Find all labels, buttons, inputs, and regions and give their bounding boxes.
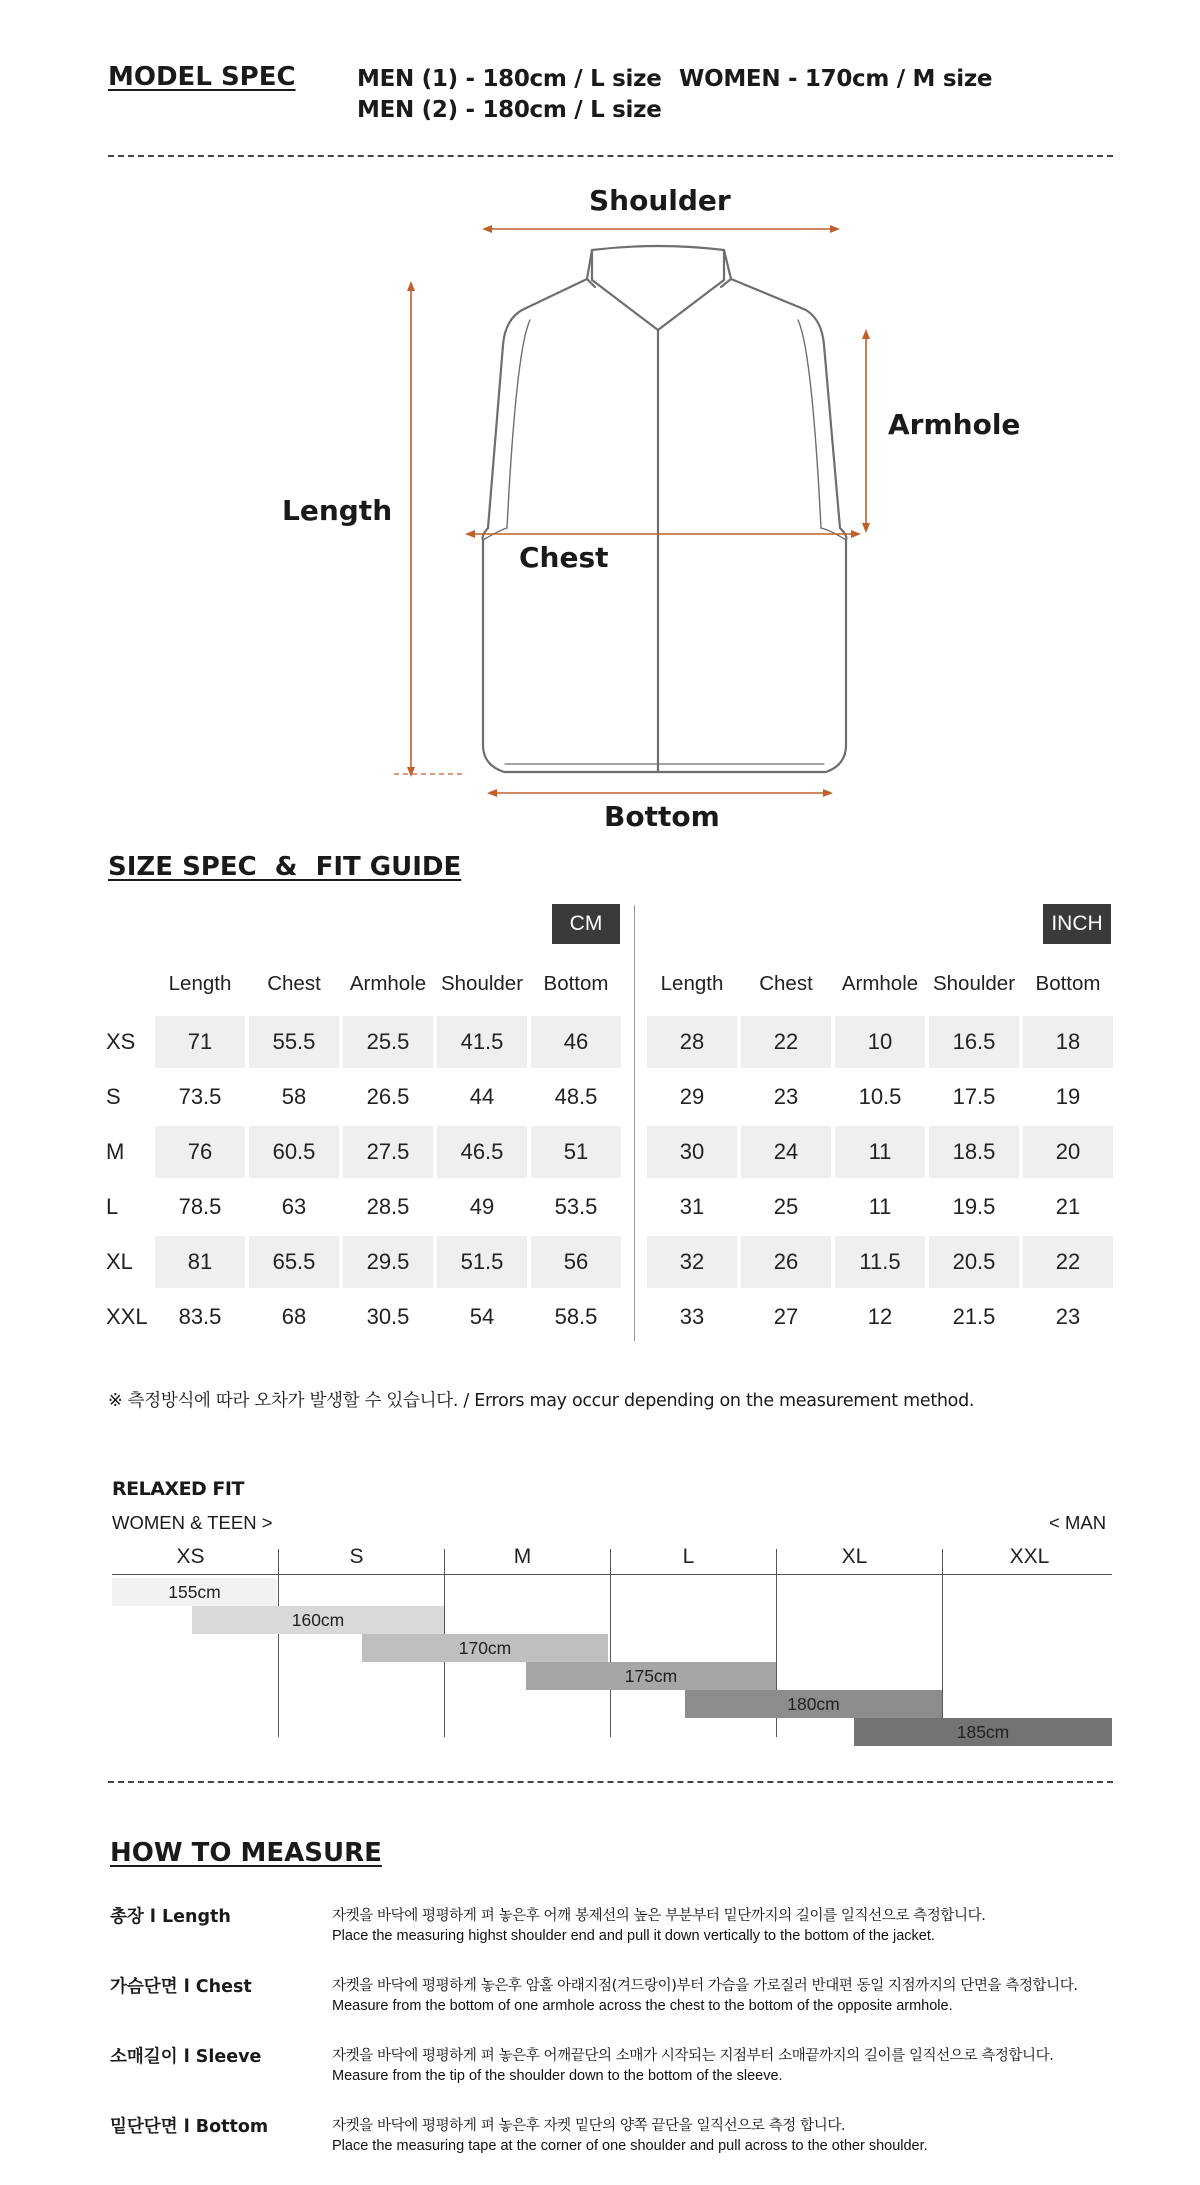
how-to-measure-title: HOW TO MEASURE [110,1838,382,1868]
cm-header-length: Length [168,972,232,995]
inch-cell: 29 [679,1084,705,1109]
cm-header-bottom: Bottom [543,972,609,995]
cm-cell: 76 [155,1126,245,1178]
cm-cell: 30.5 [366,1304,410,1329]
fit-column-line [942,1549,943,1737]
inch-header-bottom: Bottom [1035,972,1101,995]
inch-cell: 24 [741,1126,831,1178]
inch-cell: 11 [835,1126,925,1178]
cm-header-armhole: Armhole [349,972,427,995]
divider-top [108,155,1113,157]
fit-guide-baseline [112,1574,1112,1575]
inch-cell: 16.5 [929,1016,1019,1068]
cm-cell: 48.5 [554,1084,598,1109]
size-row-label: XXL [106,1304,148,1329]
model-spec-women: WOMEN - 170cm / M size [679,66,993,92]
unit-badge-cm: CM [552,904,620,944]
fit-column-line [610,1549,611,1737]
armhole-label: Armhole [888,408,1021,441]
inch-header-armhole: Armhole [841,972,919,995]
bottom-label: Bottom [604,800,720,833]
cm-cell: 56 [531,1236,621,1288]
cm-cell: 78.5 [178,1194,222,1219]
inch-cell: 18.5 [929,1126,1019,1178]
shoulder-label: Shoulder [589,184,731,217]
fit-size-label: L [682,1545,695,1568]
fit-guide-left-label: WOMEN & TEEN > [112,1512,273,1533]
fit-size-label: M [513,1545,532,1568]
fit-size-label: XS [176,1545,205,1568]
cm-header-chest: Chest [267,972,321,995]
size-row-label: S [106,1084,121,1109]
cm-cell: 58 [281,1084,307,1109]
inch-cell: 17.5 [952,1084,996,1109]
cm-cell: 44 [469,1084,495,1109]
inch-cell: 20.5 [929,1236,1019,1288]
cm-cell: 54 [469,1304,495,1329]
measure-item-name: 밑단단면 l Bottom [110,2117,269,2137]
inch-header-shoulder: Shoulder [932,972,1016,995]
measure-arrows [394,229,866,793]
inch-cell: 11 [868,1194,892,1219]
inch-header-chest: Chest [759,972,813,995]
fit-height-bar: 170cm [362,1634,608,1662]
length-label: Length [282,494,393,527]
fit-height-bar: 180cm [685,1690,942,1718]
cm-cell: 27.5 [343,1126,433,1178]
inch-cell: 22 [741,1016,831,1068]
model-spec-title: MODEL SPEC [108,62,296,92]
cm-cell: 81 [155,1236,245,1288]
measure-item-name: 총장 l Length [110,1907,231,1927]
cm-cell: 49 [469,1194,495,1219]
cm-cell: 58.5 [554,1304,598,1329]
fit-guide-right-label: < MAN [1049,1512,1107,1533]
cm-cell: 73.5 [178,1084,222,1109]
fit-size-label: XL [841,1545,868,1568]
measure-item-desc-en: Place the measuring tape at the corner of one shoulder and pull across to the other shoulder. [332,2138,928,2154]
unit-badge-inch: INCH [1043,904,1111,944]
cm-cell: 28.5 [366,1194,410,1219]
inch-cell: 11.5 [835,1236,925,1288]
measurement-note: ※ 측정방식에 따라 오차가 발생할 수 있습니다. / Errors may occur depending on the measurement method. [108,1391,975,1411]
cm-cell: 55.5 [249,1016,339,1068]
inch-cell: 18 [1023,1016,1113,1068]
cm-cell: 68 [281,1304,307,1329]
inch-cell: 33 [679,1304,705,1329]
fit-size-label: XXL [1009,1545,1050,1568]
inch-cell: 28 [647,1016,737,1068]
fit-size-label: S [349,1545,364,1568]
size-row-label: XL [106,1249,133,1274]
size-row-label: M [106,1139,125,1164]
chest-label: Chest [519,541,609,574]
cm-cell: 46 [531,1016,621,1068]
inch-cell: 19 [1055,1084,1081,1109]
model-spec-men-1: MEN (1) - 180cm / L size [357,66,662,92]
inch-cell: 20 [1023,1126,1113,1178]
inch-cell: 10 [835,1016,925,1068]
measure-item-name: 가슴단면 l Chest [110,1977,252,1997]
measure-item-desc-en: Measure from the tip of the shoulder down to the bottom of the sleeve. [332,2068,783,2084]
cm-cell: 65.5 [249,1236,339,1288]
inch-cell: 23 [1055,1304,1081,1329]
inch-cell: 30 [647,1126,737,1178]
inch-cell: 21 [1055,1194,1081,1219]
measure-item-desc-en: Measure from the bottom of one armhole across the chest to the bottom of the opposite armhole. [332,1998,953,2014]
cm-cell: 29.5 [343,1236,433,1288]
inch-cell: 26 [741,1236,831,1288]
cm-cell: 83.5 [178,1304,222,1329]
fit-height-bar: 175cm [526,1662,776,1690]
measure-item-desc-en: Place the measuring highst shoulder end and pull it down vertically to the bottom of the jacket. [332,1928,935,1944]
cm-cell: 41.5 [437,1016,527,1068]
divider-bottom [108,1781,1113,1783]
measure-item-desc-kr: 자켓을 바닥에 평평하게 펴 놓은후 자켓 밑단의 양쪽 끝단을 일직선으로 측정 합니다. [332,2118,846,2134]
cm-cell: 53.5 [554,1194,598,1219]
cm-cell: 26.5 [366,1084,410,1109]
inch-cell: 32 [647,1236,737,1288]
fit-height-bar: 155cm [112,1578,277,1606]
inch-cell: 23 [773,1084,799,1109]
inch-cell: 27 [773,1304,799,1329]
inch-cell: 31 [679,1194,705,1219]
vest-outline [483,246,847,772]
inch-cell: 22 [1023,1236,1113,1288]
inch-cell: 12 [867,1304,893,1329]
measure-item-desc-kr: 자켓을 바닥에 평평하게 펴 놓은후 어깨 봉제선의 높은 부분부터 밑단까지의 길이를 일직선으로 측정합니다. [332,1908,986,1924]
cm-cell: 71 [155,1016,245,1068]
cm-cell: 46.5 [437,1126,527,1178]
model-spec-men-2: MEN (2) - 180cm / L size [357,97,662,123]
cm-cell: 25.5 [343,1016,433,1068]
inch-cell: 19.5 [952,1194,996,1219]
cm-cell: 60.5 [249,1126,339,1178]
inch-cell: 25 [773,1194,799,1219]
inch-cell: 10.5 [858,1084,902,1109]
size-row-label: XS [106,1029,136,1054]
fit-column-line [278,1549,279,1737]
cm-cell: 63 [281,1194,307,1219]
inch-header-length: Length [660,972,724,995]
table-divider [634,905,635,1341]
measure-item-desc-kr: 자켓을 바닥에 평평하게 놓은후 암홀 아래지점(겨드랑이)부터 가슴을 가로질러 반대편 동일 지점까지의 단면을 측정합니다. [332,1978,1078,1994]
cm-header-shoulder: Shoulder [440,972,524,995]
fit-height-bar: 185cm [854,1718,1112,1746]
inch-cell: 21.5 [952,1304,996,1329]
size-spec-title: SIZE SPEC & FIT GUIDE [108,852,462,882]
fit-guide-title: RELAXED FIT [112,1478,244,1500]
fit-height-bar: 160cm [192,1606,444,1634]
size-row-label: L [106,1194,119,1219]
measure-item-desc-kr: 자켓을 바닥에 평평하게 펴 놓은후 어깨끝단의 소매가 시작되는 지점부터 소매끝까지의 길이를 일직선으로 측정합니다. [332,2048,1054,2064]
measure-item-name: 소매길이 l Sleeve [110,2047,262,2067]
cm-cell: 51 [531,1126,621,1178]
vest-diagram [0,170,1200,840]
cm-cell: 51.5 [437,1236,527,1288]
